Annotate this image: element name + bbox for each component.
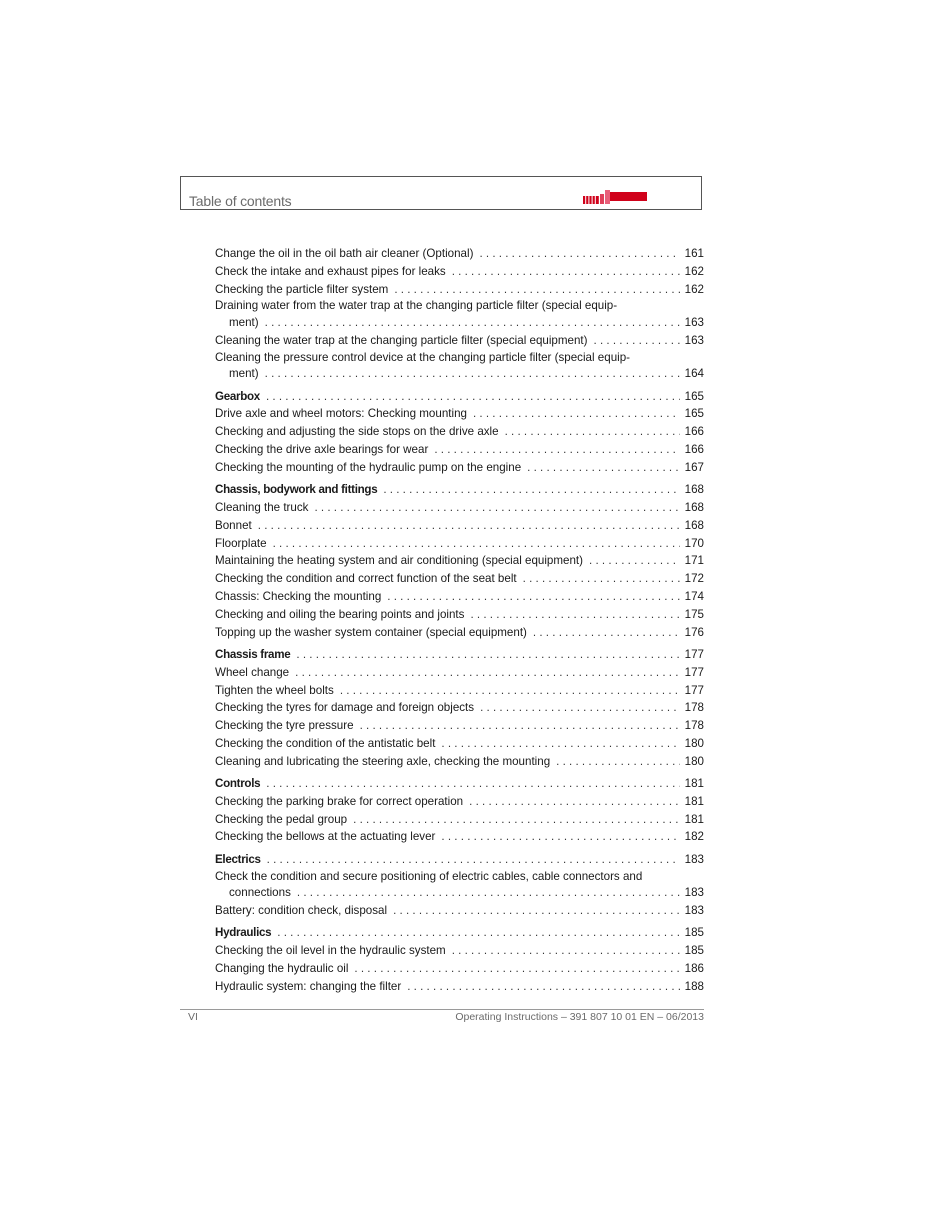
toc-page-number: 163 [684,315,704,329]
toc-entry-title: Drive axle and wheel motors: Checking mounting [215,407,467,421]
toc-dot-leader [594,332,681,350]
toc-entry[interactable] [215,245,704,263]
toc-section-heading[interactable] [215,924,704,942]
toc-entry[interactable] [215,570,704,588]
toc-entry-title: Maintaining the heating system and air conditioning (special equipment) [215,554,583,568]
toc-entry-title: Wheel change [215,665,290,679]
toc-entry[interactable] [215,828,704,846]
toc-dot-leader [295,664,680,682]
toc-entry-title: Cleaning the truck [215,500,309,514]
toc-entry-title: Cleaning the water trap at the changing particle filter (special equipment) [215,333,588,347]
toc-dot-leader [473,405,680,423]
toc-entry[interactable] [215,263,704,281]
toc-dot-leader [527,459,680,477]
toc-entry[interactable] [215,793,704,811]
toc-page-number: 170 [684,536,704,550]
toc-entry[interactable] [215,441,704,459]
toc-entry-title: Electrics [215,852,261,866]
toc-dot-leader [340,682,680,700]
toc-entry-title: Checking the condition of the antistatic belt [215,736,436,750]
toc-entry[interactable] [215,499,704,517]
toc-dot-leader [267,851,680,869]
page-title: Table of contents [189,193,292,209]
toc-dot-leader [470,606,680,624]
toc-page-number: 177 [684,683,704,697]
toc-dot-leader [480,699,680,717]
toc-dot-leader [556,753,680,771]
toc-page-number: 178 [684,719,704,733]
toc-dot-leader [479,245,680,263]
toc-dot-leader [407,978,680,996]
toc-dot-leader [394,281,680,299]
toc-entry-title: Checking the pedal group [215,812,348,826]
toc-dot-leader [533,624,680,642]
toc-entry-title: Topping up the washer system container (special equipment) [215,625,527,639]
toc-entry[interactable] [215,552,704,570]
toc-entry[interactable] [215,588,704,606]
toc-dot-leader [354,960,680,978]
toc-page-number: 165 [684,407,704,421]
toc-dot-leader [441,735,680,753]
footer-page-number: VI [188,1011,198,1023]
page-header [180,176,702,210]
toc-section-heading[interactable] [215,646,704,664]
toc-entry[interactable] [215,682,704,700]
toc-page-number: 180 [684,754,704,768]
toc-entry-title: Checking the drive axle bearings for wear [215,442,429,456]
toc-page-number: 174 [684,589,704,603]
toc-entry-title: Cleaning and lubricating the steering axle, checking the mounting [215,754,551,768]
toc-page-number: 168 [684,518,704,532]
toc-page-number: 185 [684,944,704,958]
toc-dot-leader [452,942,680,960]
toc-dot-leader [360,717,680,735]
toc-entry-title: Checking the oil level in the hydraulic system [215,944,446,958]
toc-entry[interactable] [215,960,704,978]
toc-dot-leader [393,902,680,920]
toc-dot-leader [452,263,680,281]
toc-entry[interactable] [215,811,704,829]
toc-entry[interactable] [215,298,704,331]
toc-entry-title: Checking the tyres for damage and foreign objects [215,701,475,715]
toc-entry-title: Controls [215,777,261,791]
toc-entry-title: Checking the tyre pressure [215,719,354,733]
toc-page-number: 177 [684,665,704,679]
toc-dot-leader [265,314,680,332]
toc-dot-leader [266,388,680,406]
toc-page-number: 185 [684,926,704,940]
toc-page-number: 175 [684,607,704,621]
toc-page-number: 161 [684,247,704,260]
toc-entry[interactable] [215,332,704,350]
toc-entry-title: Check the intake and exhaust pipes for leaks [215,264,446,278]
footer-document-info: Operating Instructions – 391 807 10 01 EN – 06/2013 [455,1011,704,1023]
toc-page-number: 186 [684,962,704,976]
toc-dot-leader [505,423,680,441]
toc-entry-title: Battery: condition check, disposal [215,904,388,918]
toc-dot-leader [469,793,680,811]
toc-page-number: 171 [684,554,704,568]
toc-page-number: 177 [684,647,704,661]
toc-dot-leader [266,775,680,793]
toc-entry-title: Hydraulics [215,926,272,940]
toc-entry[interactable] [215,942,704,960]
toc-entry-title: Gearbox [215,389,260,403]
toc-page-number: 164 [684,367,704,381]
toc-page-number: 162 [684,282,704,296]
toc-entry[interactable] [215,405,704,423]
toc-dot-leader [296,646,680,664]
toc-page-number: 178 [684,701,704,715]
toc-entry-title-continuation: ment) [229,315,259,329]
toc-page-number: 181 [684,777,704,791]
toc-dot-leader [523,570,680,588]
toc-entry[interactable] [215,624,704,642]
toc-page-number: 181 [684,794,704,808]
toc-page-number: 168 [684,483,704,497]
toc-entry-title: Checking the parking brake for correct operation [215,794,464,808]
toc-entry-title: Hydraulic system: changing the filter [215,979,402,993]
toc-dot-leader [273,535,680,553]
toc-dot-leader [314,499,680,517]
toc-entry-title: Checking and oiling the bearing points and joints [215,607,465,621]
toc-entry-title: Chassis frame [215,647,291,661]
toc-entry-title: Bonnet [215,518,252,532]
toc-entry[interactable] [215,753,704,771]
toc-entry[interactable] [215,902,704,920]
table-of-contents [215,245,704,996]
toc-entry[interactable] [215,423,704,441]
toc-section-heading[interactable] [215,775,704,793]
toc-entry[interactable] [215,281,704,299]
toc-page-number: 183 [684,904,704,918]
toc-entry[interactable] [215,350,704,383]
toc-dot-leader [265,365,680,383]
toc-entry[interactable] [215,717,704,735]
toc-entry[interactable] [215,459,704,477]
toc-section-heading[interactable] [215,481,704,499]
toc-entry[interactable] [215,869,704,902]
toc-section-heading[interactable] [215,851,704,869]
toc-page-number: 181 [684,812,704,826]
toc-entry-title-continuation: ment) [229,367,259,381]
toc-dot-leader [297,884,680,902]
toc-entry-title: Floorplate [215,536,267,550]
toc-page-number: 172 [684,572,704,586]
toc-dot-leader [589,552,680,570]
toc-page-number: 182 [684,830,704,844]
toc-entry-title: Changing the hydraulic oil [215,962,349,976]
toc-page-number: 165 [684,389,704,403]
toc-dot-leader [258,517,680,535]
toc-page-number: 183 [684,886,704,900]
toc-entry[interactable] [215,606,704,624]
toc-page-number: 166 [684,425,704,439]
footer-divider [180,1009,704,1010]
toc-entry-title: Draining water from the water trap at the changing particle filter (special equip- [215,299,618,313]
toc-page-number: 168 [684,500,704,514]
toc-entry[interactable] [215,735,704,753]
toc-dot-leader [434,441,680,459]
toc-entry[interactable] [215,978,704,996]
toc-entry[interactable] [215,517,704,535]
toc-entry-title: Chassis: Checking the mounting [215,589,382,603]
toc-page-number: 183 [684,852,704,866]
toc-section-heading[interactable] [215,388,704,406]
toc-entry-title: Checking the bellows at the actuating lever [215,830,436,844]
toc-entry-title: Tighten the wheel bolts [215,683,334,697]
toc-entry-title: Checking the condition and correct function of the seat belt [215,572,517,586]
toc-entry-title: Checking and adjusting the side stops on the drive axle [215,425,499,439]
toc-entry-title: Check the condition and secure positioning of electric cables, cable connectors and [215,869,643,883]
toc-dot-leader [277,924,680,942]
brand-logo-icon [583,190,647,206]
toc-page-number: 163 [684,333,704,347]
toc-dot-leader [353,811,680,829]
toc-page-number: 162 [684,264,704,278]
toc-page-number: 167 [684,460,704,474]
toc-dot-leader [441,828,680,846]
toc-page-number: 166 [684,442,704,456]
toc-entry-title: Checking the mounting of the hydraulic pump on the engine [215,460,522,474]
toc-entry-title-continuation: connections [229,886,291,900]
toc-entry-title: Cleaning the pressure control device at the changing particle filter (special equip- [215,350,631,364]
toc-entry[interactable] [215,664,704,682]
toc-entry-title: Chassis, bodywork and fittings [215,483,378,497]
toc-page-number: 176 [684,625,704,639]
toc-dot-leader [383,481,680,499]
toc-entry-title: Checking the particle filter system [215,282,389,296]
toc-dot-leader [387,588,680,606]
toc-entry[interactable] [215,699,704,717]
toc-entry[interactable] [215,535,704,553]
toc-entry-title: Change the oil in the oil bath air cleaner (Optional) [215,247,474,260]
toc-page-number: 188 [684,979,704,993]
toc-page-number: 180 [684,736,704,750]
